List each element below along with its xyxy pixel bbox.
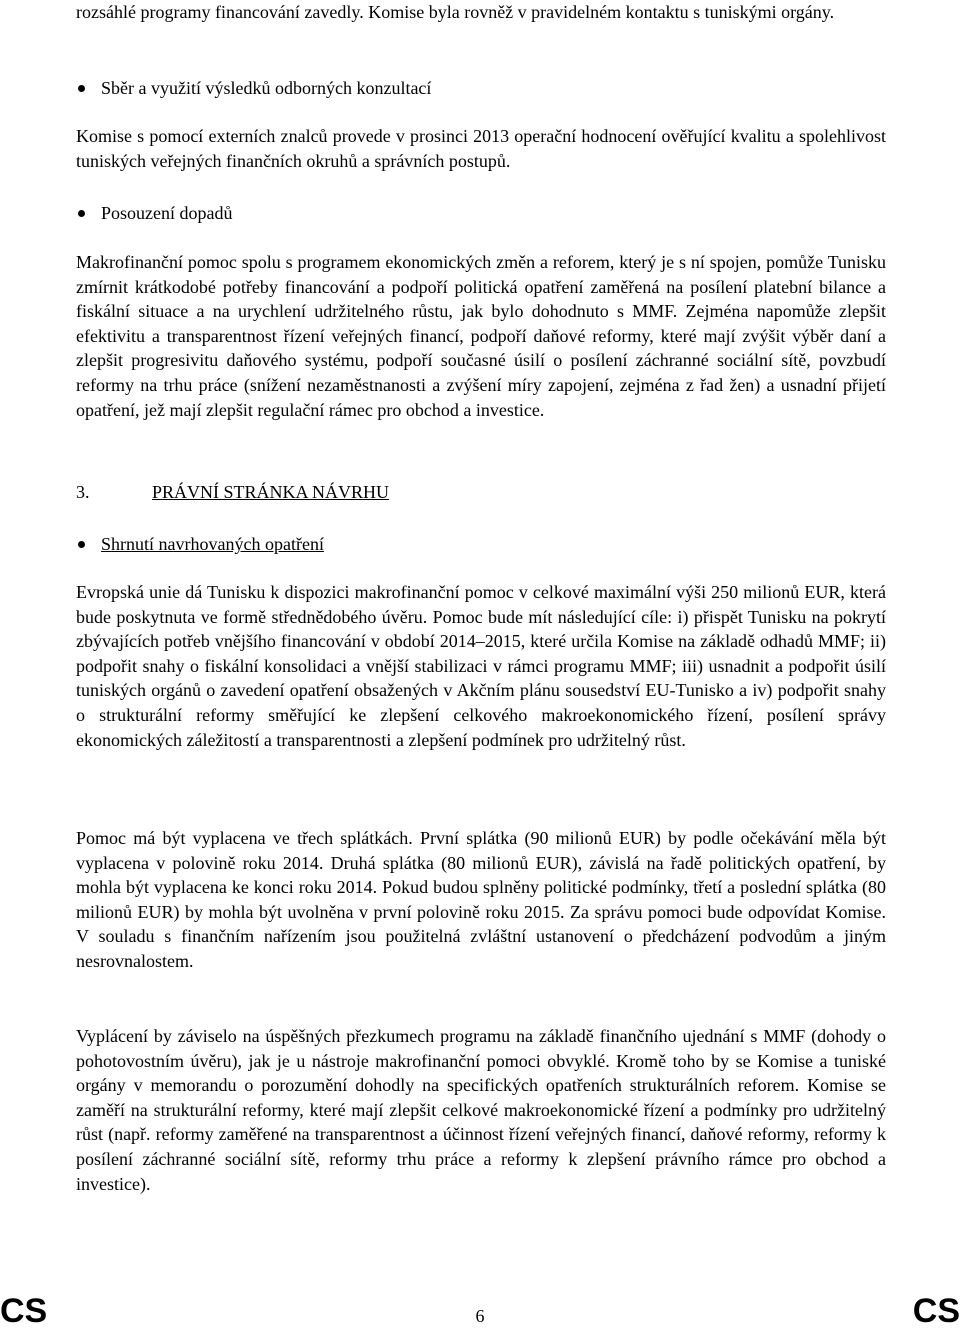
bullet-heading-impact [76,201,886,225]
summary-paragraph-2: Pomoc má být vyplacena ve třech splátkách. První splátka (90 milionů EUR) by podle očekávání měla být vyplacena v polovině roku 2014. Druhá splátka (80 milionů EUR), závislá na řadě politických opatření, by mohla být vyplacena ke konci roku 2014. Pokud budou splněny politické podmínky, třetí a poslední splátka (80 milionů EUR) by mohla být uvolněna v první polovině roku 2015. Za správu pomoci bude odpovídat Komise. V souladu s finančním nařízením jsou použitelná zvláštní ustanovení o předcházení podvodům a jiným nesrovnalostem. [76,828,886,971]
section-number: 3. [76,482,90,502]
page-footer [0,1292,960,1332]
consultations-paragraph: Komise s pomocí externích znalců provede v prosinci 2013 operační hodnocení ověřující kvalitu a spolehlivost tuniských veřejných finančních okruhů a správních postupů. [76,126,886,171]
section-title: PRÁVNÍ STRÁNKA NÁVRHU [152,482,390,502]
summary-paragraph-1: Evropská unie dá Tunisku k dispozici makrofinanční pomoc v celkové maximální výši 250 milionů EUR, která bude poskytnuta ve formě střednědobého úvěru. Pomoc bude mít následující cíle: i) přispět Tunisku na pokrytí zbývajících potřeb vnějšího financování v období 2014–2015, které určila Komise na základě odhadů MMF; ii) podpořit snahy o fiskální konsolidaci a vnější stabilizaci v rámci programu MMF; iii) usnadnit a podpořit úsilí tuniských orgánů o zavedení opatření obsažených v Akčním plánu sousedství EU-Tunisko a iv) podpořit snahy o strukturální reformy směřující ke zlepšení celkového makroekonomického řízení, posílení správy ekonomických záležitostí a transparentnosti a zlepšení podmínek pro udržitelný růst. [76,582,886,750]
summary-paragraph-3: Vyplácení by záviselo na úspěšných přezkumech programu na základě finančního ujednání s MMF (dohody o pohotovostním úvěru), jak je u nástroje makrofinanční pomoci obvyklé. Kromě toho by se Komise a tuniské orgány v memorandu o porozumění dohodly na specifických opatřeních strukturálních reforem. Komise se zaměří na strukturální reformy, které mají zlepšit celkové makroekonomické řízení a podmínky pro udržitelný růst (např. reformy zaměřené na transparentnost a účinnost řízení veřejných financí, daňové reformy, reformy k posílení záchranné sociální sítě, reformy trhu práce a reformy k zlepšení právního rámce pro obchod a investice). [76,1026,886,1194]
bullet-heading-impact-label: Posouzení dopadů [101,203,233,223]
intro-continuation-paragraph: rozsáhlé programy financování zavedly. Komise byla rovněž v pravidelném kontaktu s tuniskými orgány. [76,2,835,22]
footer-page-number: 6 [475,1306,485,1326]
footer-language-right: CS [912,1292,960,1330]
bullet-heading-consultations-label: Sběr a využití výsledků odborných konzultací [101,78,432,98]
impact-paragraph: Makrofinanční pomoc spolu s programem ekonomických změn a reforem, který je s ní spojen, pomůže Tunisku zmírnit krátkodobé potřeby financování a podpoří politická opatření zaměřená na posílení platební bilance a fiskální situace a na urychlení udržitelného růstu, jak bylo dohodnuto s MMF. Zejména napomůže zlepšit efektivitu a transparentnost řízení veřejných financí, podpoří daňové reformy, které mají zvýšit výběr daní a zlepšit progresivitu daňového systému, podpoří současné úsilí o posílení záchranné sociální sítě, povzbudí reformy na trhu práce (snížení nezaměstnanosti a zvýšení míry zapojení, zejména z řad žen) a usnadní přijetí opatření, jež mají zlepšit regulační rámec pro obchod a investice. [76,252,886,420]
bullet-heading-consultations [76,76,886,100]
footer-language-left: CS [0,1292,48,1330]
bullet-heading-summary [76,532,886,556]
bullet-heading-summary-label: Shrnutí navrhovaných opatření [101,534,324,554]
section-heading [76,480,886,504]
